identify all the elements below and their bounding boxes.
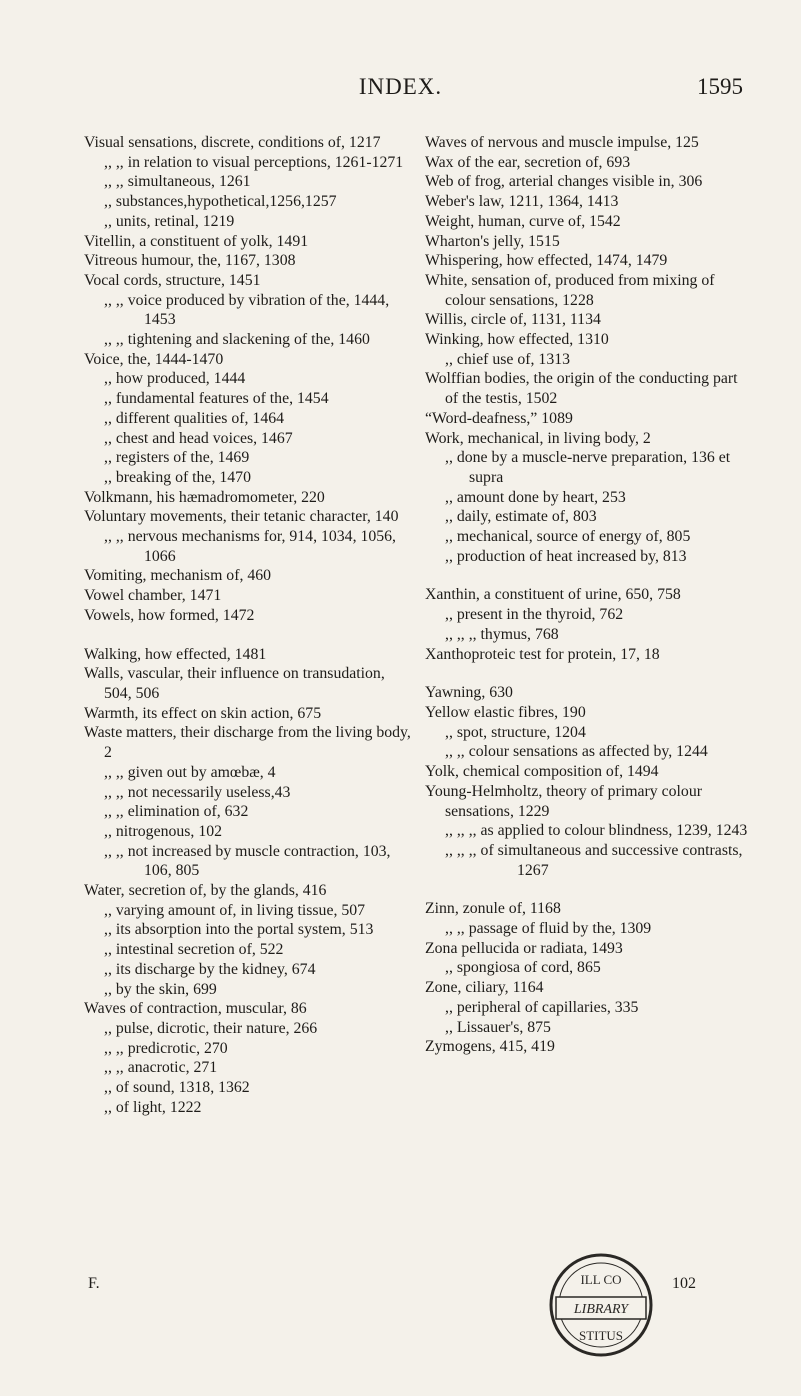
index-entry: Volkmann, his hæmadromometer, 220 (84, 488, 325, 506)
index-entry: Whispering, how effected, 1474, 1479 (425, 252, 668, 270)
index-entry: ,, ,, elimination of, 632 (104, 803, 249, 821)
index-entry: Winking, how effected, 1310 (425, 331, 609, 349)
index-entry: Yolk, chemical composition of, 1494 (425, 763, 659, 781)
index-entry: Vitreous humour, the, 1167, 1308 (84, 252, 296, 270)
index-entry: ,, fundamental features of the, 1454 (104, 390, 329, 408)
index-entry: ,, of sound, 1318, 1362 (104, 1079, 250, 1097)
index-entry: ,, ,, simultaneous, 1261 (104, 173, 251, 191)
index-entry: ,, registers of the, 1469 (104, 449, 250, 467)
index-entry: Zone, ciliary, 1164 (425, 979, 544, 997)
index-entry: Willis, circle of, 1131, 1134 (425, 311, 601, 329)
index-entry: Wax of the ear, secretion of, 693 (425, 153, 631, 171)
index-entry: ,, chest and head voices, 1467 (104, 429, 293, 447)
svg-text:ILL CO: ILL CO (580, 1272, 622, 1287)
index-entry: ,, peripheral of capillaries, 335 (445, 998, 639, 1016)
index-entry: Waves of nervous and muscle impulse, 125 (425, 134, 699, 151)
index-entry: ,, ,, predicrotic, 270 (104, 1039, 228, 1057)
index-entry: ,, daily, estimate of, 803 (445, 508, 597, 526)
index-entry: ,, pulse, dicrotic, their nature, 266 (104, 1019, 318, 1037)
index-entry: ,, intestinal secretion of, 522 (104, 941, 284, 959)
index-entry: Walls, vascular, their influence on transudation, 504, 506 (84, 665, 385, 702)
entry-gap (425, 664, 753, 683)
index-entry: Water, secretion of, by the glands, 416 (84, 882, 327, 900)
index-entry: ,, varying amount of, in living tissue, 507 (104, 901, 366, 919)
index-entry: ,, ,, voice produced by vibration of the, 1444, 1453 (104, 291, 390, 329)
index-entry: Weber's law, 1211, 1364, 1413 (425, 193, 619, 211)
index-entry: ,, ,, ,, as applied to colour blindness, 1239, 1243 (445, 822, 748, 840)
entry-gap (425, 566, 753, 585)
page-header (0, 66, 801, 106)
svg-text:LIBRARY: LIBRARY (573, 1302, 629, 1317)
index-entry: ,, of light, 1222 (104, 1098, 202, 1116)
index-entry: ,, done by a muscle-nerve preparation, 136 et supra (445, 449, 731, 486)
index-entry: Voluntary movements, their tetanic character, 140 (84, 508, 399, 526)
index-entry: Vowel chamber, 1471 (84, 587, 222, 605)
entry-gap (84, 626, 412, 645)
index-entry: ,, nitrogenous, 102 (104, 822, 223, 840)
index-column-left (84, 133, 412, 1117)
index-column-right (425, 133, 753, 1057)
index-entry: ,, breaking of the, 1470 (104, 468, 251, 486)
index-entry: Waste matters, their discharge from the living body, 2 (84, 724, 411, 762)
index-entry: ,, substances,hypothetical,1256,1257 (104, 193, 337, 211)
index-entry: ,, units, retinal, 1219 (104, 212, 235, 230)
index-entry: Yellow elastic fibres, 190 (425, 703, 586, 721)
index-entry: Work, mechanical, in living body, 2 (425, 429, 651, 447)
index-entry: ,, present in the thyroid, 762 (445, 606, 624, 624)
index-entry: Young-Helmholtz, theory of primary colour sensations, 1229 (425, 782, 702, 820)
index-entry: ,, Lissauer's, 875 (445, 1018, 551, 1036)
index-entry: ,, ,, nervous mechanisms for, 914, 1034, 1056, 1066 (104, 528, 397, 565)
signature-mark: F. (88, 1275, 100, 1292)
index-entry: Yawning, 630 (425, 684, 513, 702)
index-entry: Zona pellucida or radiata, 1493 (425, 939, 623, 957)
svg-text:STITUS: STITUS (578, 1328, 624, 1343)
index-entry: ,, ,, passage of fluid by the, 1309 (445, 920, 652, 938)
running-title: INDEX. (358, 74, 443, 99)
index-entry: Wharton's jelly, 1515 (425, 232, 560, 250)
index-entry: Waves of contraction, muscular, 86 (84, 1000, 307, 1018)
index-entry: ,, ,, ,, of simultaneous and successive contrasts, 1267 (445, 841, 743, 879)
page-number: 1595 (697, 74, 743, 99)
index-entry: Weight, human, curve of, 1542 (425, 212, 621, 230)
index-entry: ,, mechanical, source of energy of, 805 (445, 528, 691, 546)
index-entry: ,, ,, ,, thymus, 768 (445, 625, 559, 643)
index-entry: Vomiting, mechanism of, 460 (84, 567, 272, 585)
index-entry: ,, production of heat increased by, 813 (445, 547, 687, 565)
index-entry: ,, ,, anacrotic, 271 (104, 1059, 218, 1077)
index-entry: “Word-deafness,” 1089 (425, 409, 573, 427)
index-entry: Wolffian bodies, the origin of the conducting part of the testis, 1502 (425, 370, 738, 408)
index-entry: ,, how produced, 1444 (104, 370, 246, 388)
index-entry: Warmth, its effect on skin action, 675 (84, 704, 322, 722)
index-entry: Xanthin, a constituent of urine, 650, 758 (425, 586, 681, 604)
index-entry: ,, spot, structure, 1204 (445, 723, 586, 741)
index-entry: ,, spongiosa of cord, 865 (445, 959, 601, 977)
index-entry: ,, chief use of, 1313 (445, 350, 571, 368)
index-entry: ,, ,, not increased by muscle contraction, 103, 106, 805 (104, 842, 391, 880)
index-entry: ,, different qualities of, 1464 (104, 409, 285, 427)
entry-gap (425, 880, 753, 899)
index-entry: Web of frog, arterial changes visible in, 306 (425, 173, 703, 191)
index-entry: Zinn, zonule of, 1168 (425, 900, 561, 918)
index-entry: ,, ,, colour sensations as affected by, 1244 (445, 743, 708, 761)
index-entry: Xanthoproteic test for protein, 17, 18 (425, 645, 660, 663)
index-entry: ,, its absorption into the portal system, 513 (104, 921, 374, 939)
index-entry: ,, ,, in relation to visual perceptions, 1261-1271 (104, 153, 404, 171)
index-entry: ,, its discharge by the kidney, 674 (104, 960, 316, 978)
library-stamp (546, 1250, 656, 1360)
index-entry: Vowels, how formed, 1472 (84, 606, 255, 624)
index-entry: Vocal cords, structure, 1451 (84, 271, 261, 289)
index-entry: ,, amount done by heart, 253 (445, 488, 626, 506)
index-entry: Vitellin, a constituent of yolk, 1491 (84, 232, 309, 250)
index-entry: ,, ,, tightening and slackening of the, 1460 (104, 331, 370, 349)
index-entry: Zymogens, 415, 419 (425, 1038, 555, 1056)
index-entry: Voice, the, 1444-1470 (84, 350, 224, 368)
index-entry: ,, by the skin, 699 (104, 980, 217, 998)
index-entry: ,, ,, not necessarily useless,43 (104, 783, 291, 801)
index-entry: Visual sensations, discrete, conditions of, 1217 (84, 134, 381, 151)
sheet-number: 102 (672, 1275, 696, 1292)
index-entry: ,, ,, given out by amœbæ, 4 (104, 763, 276, 781)
index-entry: Walking, how effected, 1481 (84, 645, 267, 663)
index-entry: White, sensation of, produced from mixing of colour sensations, 1228 (425, 271, 715, 309)
